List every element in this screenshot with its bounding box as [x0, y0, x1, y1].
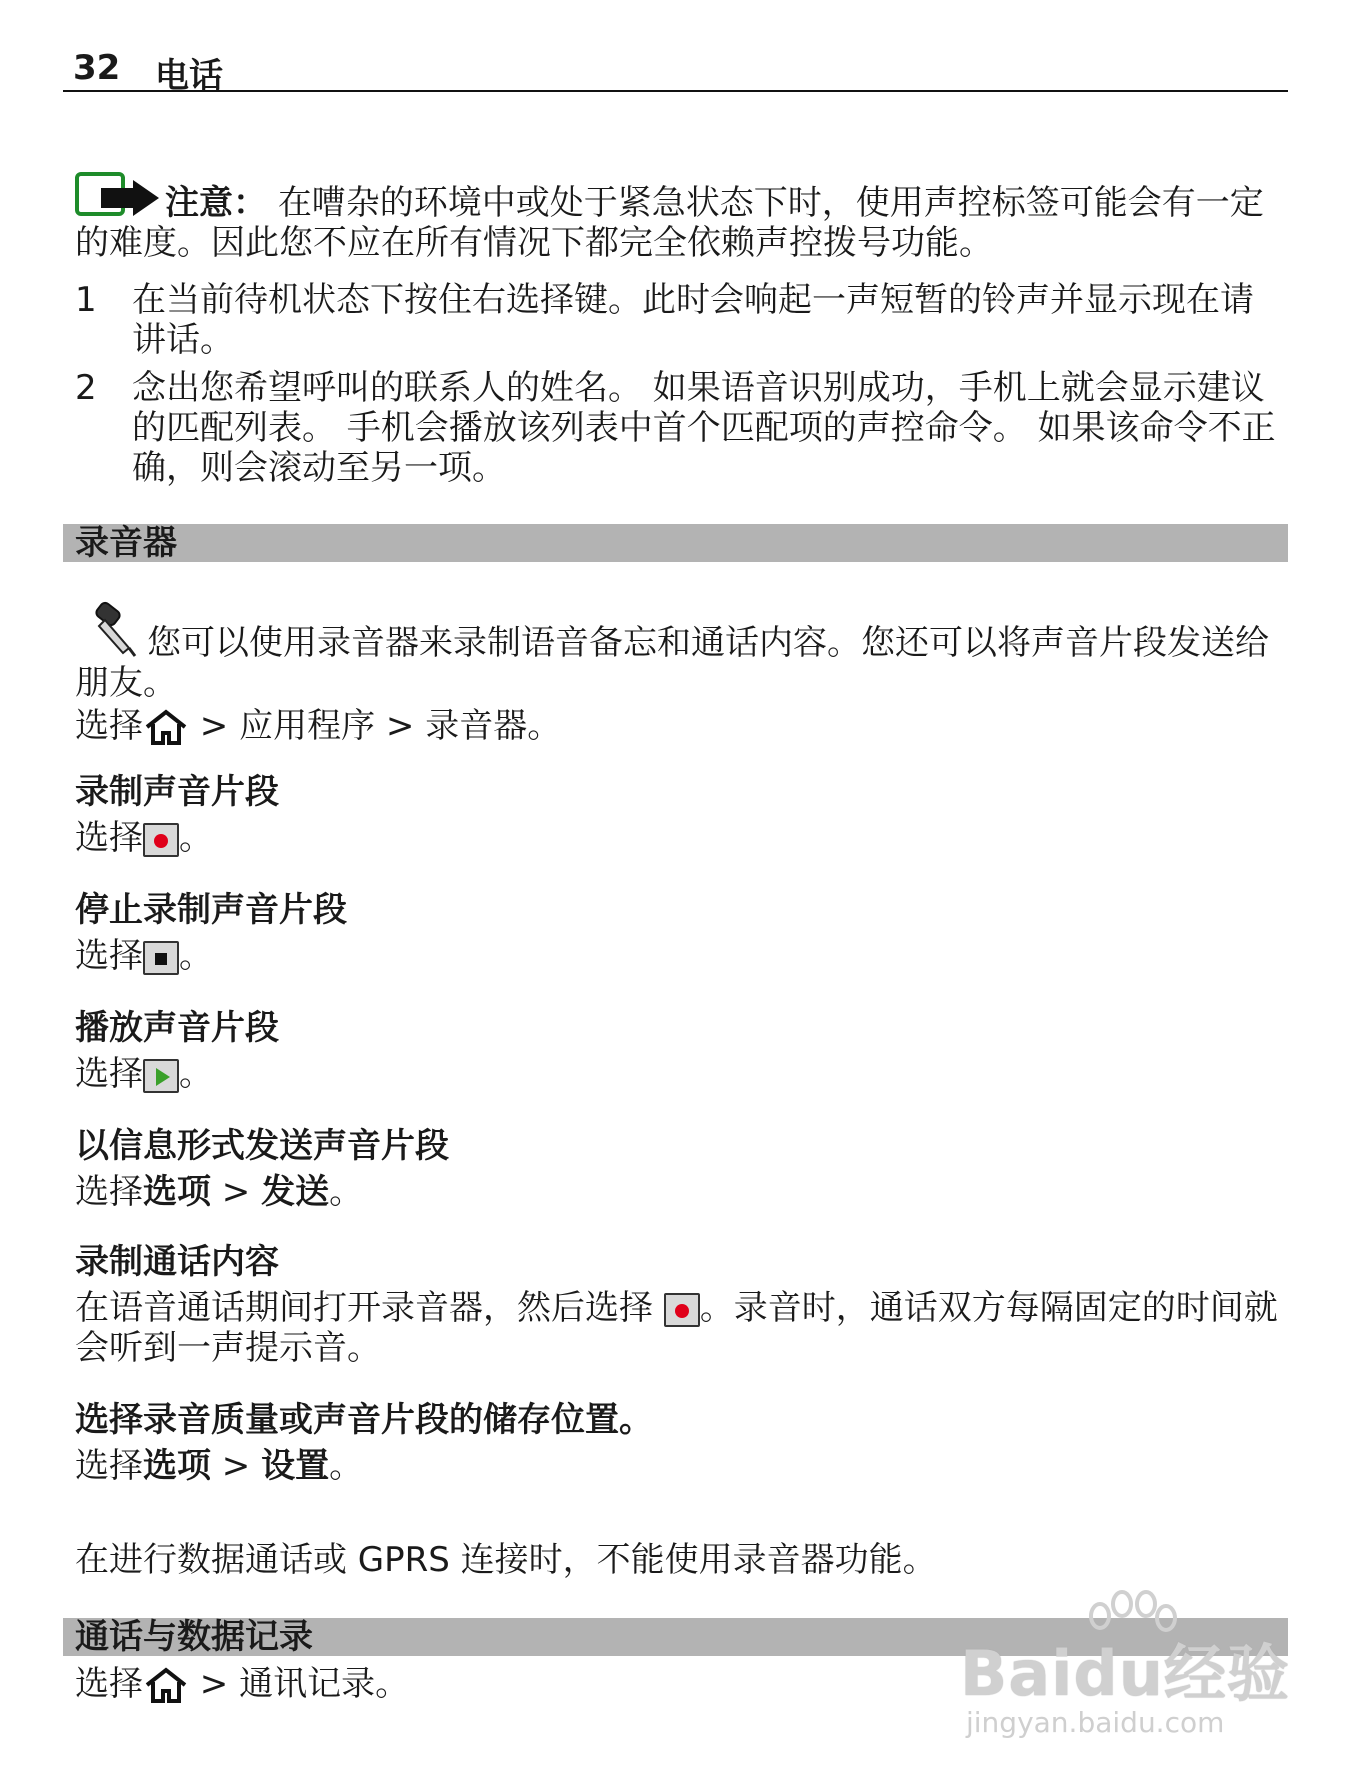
menu-options: 选项	[143, 1446, 211, 1486]
step-text: 在当前待机状态下按住右选择键。此时会响起一声短暂的铃声并显示现在请讲话。	[132, 280, 1254, 360]
menu-options: 选项	[143, 1172, 211, 1212]
note-text: 在嘈杂的环境中或处于紧急状态下时，使用声控标签可能会有一定的难度。因此您不应在所有情况下都完全依赖声控拨号功能。	[75, 183, 1264, 263]
record-instruction	[75, 818, 213, 858]
nav-path-logs: > 通讯记录	[189, 1664, 376, 1704]
punctuation: 。	[179, 818, 213, 858]
instruction-prefix: 选择	[75, 936, 143, 976]
stop-icon	[155, 953, 167, 965]
note-label: 注意：	[165, 183, 267, 223]
section-title: 通话与数据记录	[75, 1617, 313, 1657]
microphone-icon	[75, 598, 147, 658]
punctuation: 。	[329, 1172, 364, 1212]
instruction-prefix: 选择	[75, 818, 143, 858]
play-button[interactable]	[143, 1059, 179, 1093]
nav-prefix: 选择	[75, 1664, 143, 1704]
record-button[interactable]	[664, 1293, 700, 1327]
intro-text: 您可以使用录音器来录制语音备忘和通话内容。您还可以将声音片段发送给朋友。	[75, 623, 1269, 703]
home-icon	[143, 1665, 189, 1705]
heading-stop: 停止录制声音片段	[75, 890, 347, 930]
punctuation: 。	[375, 1664, 410, 1704]
call-text-after: 。录音时，通话双方每隔固定的时间就会听到一声提示音。	[75, 1288, 1278, 1368]
play-instruction	[75, 1054, 213, 1094]
punctuation: 。	[179, 936, 213, 976]
menu-send: 发送	[261, 1172, 330, 1212]
heading-record: 录制声音片段	[75, 772, 279, 812]
recorder-intro	[75, 598, 1285, 703]
section-title: 录音器	[75, 523, 177, 563]
instruction-prefix: 选择	[75, 1172, 143, 1212]
gprs-note: 在进行数据通话或 GPRS 连接时，不能使用录音器功能。	[75, 1540, 937, 1580]
chapter-title: 电话	[155, 56, 223, 96]
step-number: 1	[75, 280, 97, 320]
heading-play: 播放声音片段	[75, 1008, 279, 1048]
recorder-nav	[75, 706, 561, 747]
stop-button[interactable]	[143, 941, 179, 975]
step-number: 2	[75, 368, 97, 408]
nav-prefix: 选择	[75, 706, 143, 746]
separator: >	[211, 1172, 262, 1212]
nav-path-recorder: > 录音器	[385, 706, 528, 746]
record-call-text	[75, 1288, 1285, 1368]
page-header	[63, 44, 1288, 96]
heading-record-call: 录制通话内容	[75, 1242, 279, 1282]
stop-instruction	[75, 936, 213, 976]
note-icon	[75, 172, 165, 222]
instruction-prefix: 选择	[75, 1446, 143, 1486]
home-icon	[143, 707, 189, 747]
play-icon	[156, 1068, 170, 1086]
separator: >	[211, 1446, 262, 1486]
menu-settings: 设置	[261, 1446, 330, 1486]
section-header-recorder	[63, 524, 1288, 562]
punctuation: 。	[329, 1446, 364, 1486]
heading-send: 以信息形式发送声音片段	[75, 1126, 449, 1166]
heading-settings: 选择录音质量或声音片段的储存位置。	[75, 1400, 653, 1440]
record-icon	[675, 1304, 689, 1318]
record-icon	[154, 834, 168, 848]
watermark-logo: Baidu经验	[960, 1637, 1290, 1710]
instruction-prefix: 选择	[75, 1054, 143, 1094]
baidu-watermark	[960, 1588, 1290, 1748]
settings-instruction	[75, 1446, 363, 1486]
call-text-before: 在语音通话期间打开录音器，然后选择	[75, 1288, 664, 1328]
punctuation: 。	[527, 706, 562, 746]
step-text: 念出您希望呼叫的联系人的姓名。 如果语音识别成功，手机上就会显示建议的匹配列表。 手机会播放该列表中首个匹配项的声控命令。 如果该命令不正确，则会滚动至另一项。	[132, 368, 1276, 488]
send-instruction	[75, 1172, 363, 1212]
punctuation: 。	[179, 1054, 213, 1094]
nav-path-apps: > 应用程序	[189, 706, 386, 746]
note-paragraph	[75, 172, 1285, 263]
page-number: 32	[73, 48, 121, 88]
record-button[interactable]	[143, 823, 179, 857]
watermark-url: jingyan.baidu.com	[966, 1706, 1225, 1739]
logs-nav	[75, 1664, 409, 1705]
